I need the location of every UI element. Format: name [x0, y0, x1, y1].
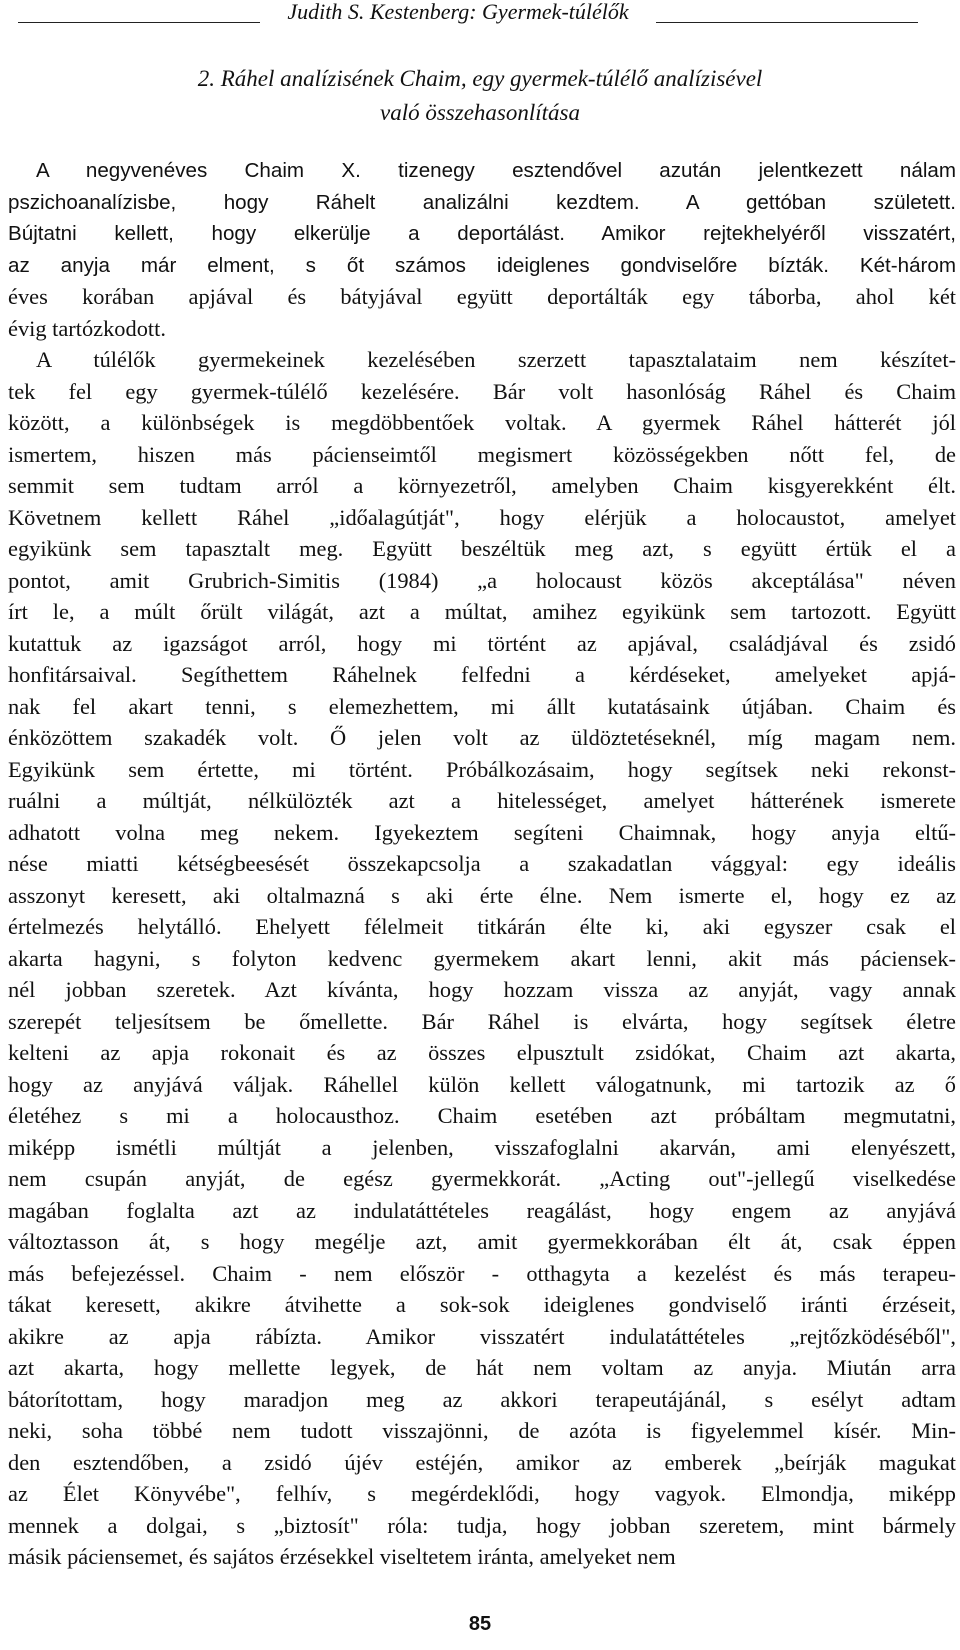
- body-line: neki, soha többé nem tudott visszajönni, de azóta is figyelemmel kísér. Min-: [8, 1418, 956, 1443]
- chapter-title: [0, 62, 960, 130]
- page-number: 85: [468, 1613, 492, 1635]
- body-line: írt le, a múlt őrült világát, azt a múltat, amihez egyikünk sem tartozott. Együtt: [8, 599, 956, 624]
- body-line: között, a különbségek is megdöbbentőek voltak. A gyermek Ráhel hátterét jól: [8, 410, 956, 435]
- body-line: akikre az apja rábízta. Amikor visszatért indulatáttételes „rejtőzködéséből",: [8, 1323, 956, 1349]
- body-line: tek fel egy gyermek-túlélő kezelésére. Bár volt hasonlóság Ráhel és Chaim: [8, 378, 956, 404]
- body-line: egyikünk sem tapasztalt meg. Együtt beszéltük meg azt, s együtt értük el a: [8, 536, 956, 561]
- header-rule-left: [18, 22, 260, 23]
- body-line: azt akarta, hogy mellette legyek, de hát nem voltam az anyja. Miután arra: [8, 1355, 956, 1380]
- body-line: semmit sem tudtam arról a környezetről, amelyben Chaim kisgyerekként élt.: [8, 473, 956, 498]
- body-line: kutattuk az igazságot arról, hogy mi történt az apjával, családjával és zsidó: [8, 630, 956, 656]
- body-line: nem csupán anyját, de egész gyermekkorát. „Acting out"-jellegű viselkedése: [8, 1166, 956, 1191]
- body-line: más befejezéssel. Chaim - nem először - otthagyta a kezelést és más terapeu-: [8, 1260, 956, 1286]
- body-line: énközöttem szakadék volt. Ő jelen volt az üldöztetéseknél, míg magam nem.: [8, 725, 956, 750]
- header-rule-right: [656, 22, 918, 23]
- body-line: Bújtatni kellett, hogy elkerülje a deportálást. Amikor rejtekhelyéről visszatért,: [8, 222, 956, 245]
- chapter-title-line-1: 2. Ráhel analízisének Chaim, egy gyermek-túlélő analízisével: [197, 66, 763, 91]
- body-line: nése miatti kétségbeesését összekapcsolja a szakadatlan vággyal: egy ideális: [8, 851, 956, 876]
- running-title: Judith S. Kestenberg: Gyermek-túlélők: [287, 0, 629, 24]
- body-line: másik páciensemet, és sajátos érzésekkel viseltetem iránta, amelyeket nem: [8, 1544, 676, 1569]
- body-line: változtasson át, s hogy megélje azt, amit gyermekkorában élt át, csak éppen: [8, 1229, 956, 1254]
- body-line: életéhez s mi a holocausthoz. Chaim esetében azt próbáltam megmutatni,: [8, 1103, 956, 1128]
- body-line: magában foglalta azt az indulatáttételes reagálást, hogy engem az anyjává: [8, 1197, 956, 1223]
- body-line: Követnem kellett Ráhel „időalagútját", hogy elérjük a holocaustot, amelyet: [8, 504, 956, 530]
- body-line: bátorítottam, hogy maradjon meg az akkori terapeutájánál, s esélyt adtam: [8, 1386, 956, 1412]
- body-line: miképp ismétli múltját a jelenben, visszafoglalni akarván, ami elenyészett,: [8, 1134, 956, 1160]
- body-line: kelteni az apja rokonait és az összes elpusztult zsidókat, Chaim azt akarta,: [8, 1040, 956, 1065]
- body-line: évig tartózkodott.: [8, 315, 166, 341]
- body-line: hogy az anyjává váljak. Ráhellel külön kellett válogatnunk, mi tartozik az ő: [8, 1071, 956, 1097]
- body-line: honfitársaival. Segíthettem Ráhelnek felfedni a kérdéseket, amelyeket apjá-: [8, 662, 956, 687]
- body-line: Egyikünk sem értette, mi történt. Próbálkozásaim, hogy segítsek neki rekonst-: [8, 756, 956, 782]
- body-line: nak fel akart tenni, s elemezhettem, mi állt kutatásaink útjában. Chaim és: [8, 693, 956, 719]
- body-line: értelmezés helytálló. Ehelyett félelmeit titkárán élte ki, aki egyszer csak el: [8, 914, 956, 939]
- body-line: pszichoanalízisbe, hogy Ráhelt analizálni kezdtem. A gettóban született.: [8, 190, 956, 214]
- body-line: pontot, amit Grubrich-Simitis (1984) „a holocaust közös akceptálása" néven: [8, 567, 956, 593]
- body-line: ruálni a múltját, nélkülözték azt a hitelességet, amelyet hátterének ismerete: [8, 788, 956, 813]
- body-line: adhatott volna meg nekem. Igyekeztem segíteni Chaimnak, hogy anyja eltű-: [8, 819, 956, 845]
- body-line: ismertem, hiszen más pácienseimtől megismert közösségekben nőtt fel, de: [8, 441, 956, 467]
- body-line: akarta hagyni, s folyton kedvenc gyermekem akart lenni, akit más páciensek-: [8, 945, 956, 971]
- body-line: mennek a dolgai, s „biztosít" róla: tudja, hogy jobban szeretem, mint bármely: [8, 1512, 956, 1538]
- body-line: éves korában apjával és bátyjával együtt deportálták egy táborba, ahol két: [8, 284, 956, 309]
- body-line: szerepét teljesítsem be őmellette. Bár Ráhel is elvárta, hogy segítsek életre: [8, 1008, 956, 1034]
- body-line: A negyvenéves Chaim X. tizenegy esztendővel azután jelentkezett nálam: [36, 159, 956, 182]
- running-header: [0, 0, 960, 30]
- body-text: [8, 155, 956, 1573]
- chapter-title-line-2: való összehasonlítása: [380, 100, 580, 125]
- body-line: nél jobban szeretek. Azt kívánta, hogy hozzam vissza az anyját, vagy annak: [8, 977, 956, 1002]
- body-line: az Élet Könyvébe", felhív, s megérdeklődi, hogy vagyok. Elmondja, miképp: [8, 1481, 956, 1506]
- body-line: tákat keresett, akikre átvihette a sok-sok ideiglenes gondviselő iránti érzéseit,: [8, 1292, 956, 1317]
- body-line: den esztendőben, a zsidó újév estéjén, amikor az emberek „beírják magukat: [8, 1449, 956, 1475]
- body-line: A túlélők gyermekeinek kezelésében szerzett tapasztalataim nem készítet-: [36, 347, 956, 372]
- body-line: az anyja már elment, s őt számos ideiglenes gondviselőre bízták. Két-három: [8, 253, 956, 277]
- body-line: asszonyt keresett, aki oltalmazná s aki érte élne. Nem ismerte el, hogy ez az: [8, 882, 956, 908]
